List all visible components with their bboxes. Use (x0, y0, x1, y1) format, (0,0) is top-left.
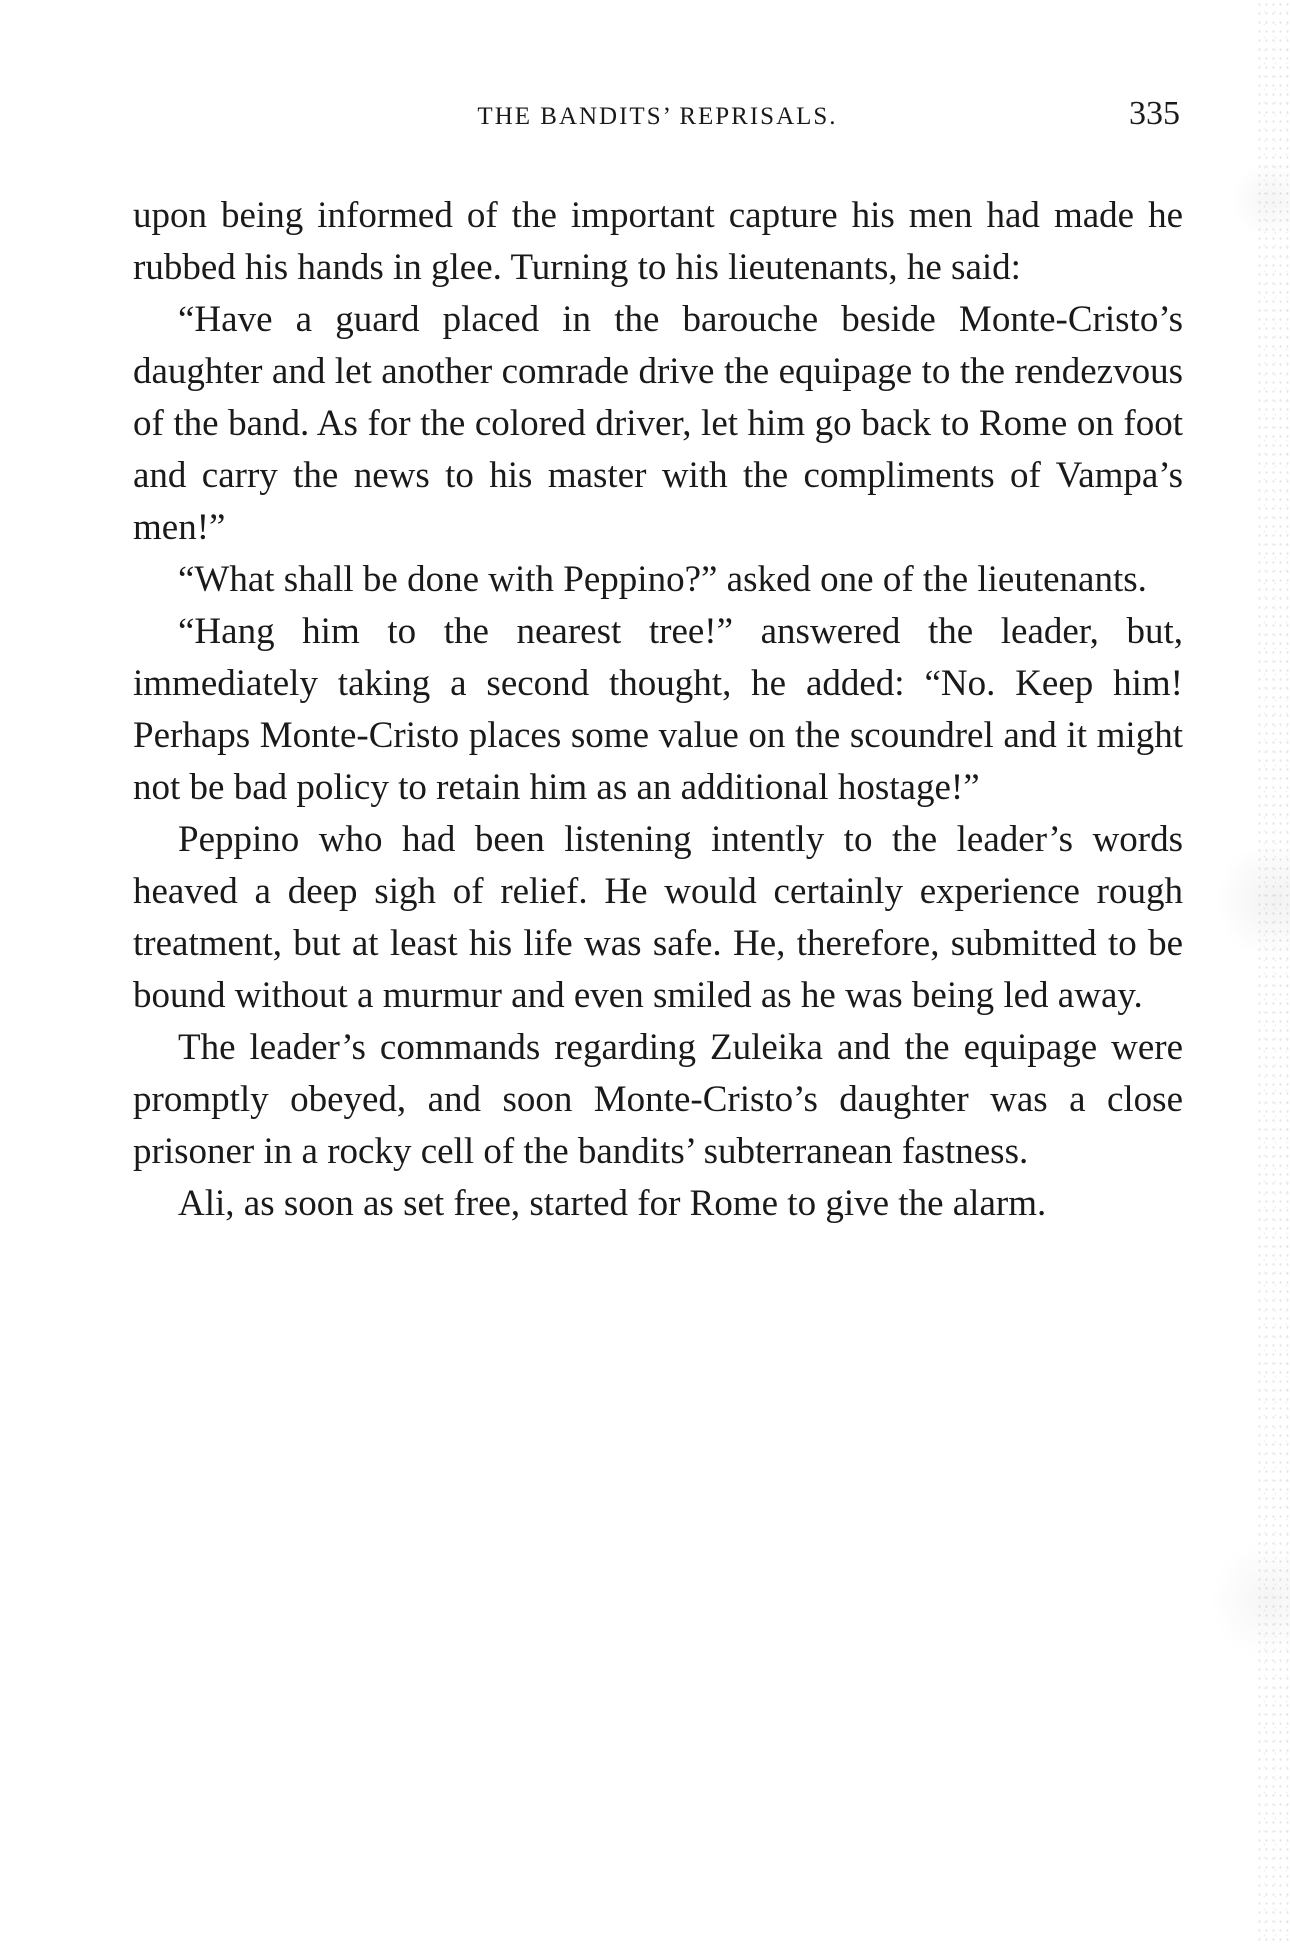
running-head (135, 95, 1180, 145)
page-number: 335 (1129, 95, 1180, 132)
paragraph-4: “Hang him to the nearest tree!” answered the leader, but, immediately taking a second thought, he added: “No. Keep him! Perhaps Monte-Cristo places some value on the scoundrel and it might not be bad policy to retain him as an additional hostage!” (133, 611, 1183, 808)
paragraph-6: The leader’s commands regarding Zuleika and the equipage were promptly obeyed, and soon Monte-Cristo’s daughter was a close prisoner in a rocky cell of the bandits’ subterranean fastness. (133, 1027, 1183, 1172)
paragraph-7: Ali, as soon as set free, started for Rome to give the alarm. (178, 1183, 1047, 1224)
page-edge-speckles (1256, 0, 1290, 1946)
body-text (133, 190, 1183, 1230)
running-title: THE BANDITS’ REPRISALS. (477, 103, 838, 130)
paragraph-2: “Have a guard placed in the barouche beside Monte-Cristo’s daughter and let another comrade drive the equipage to the rendezvous of the band. As for the colored driver, let him go back to Rome on foot and carry the news to his master with the compliments of Vampa’s men!” (133, 299, 1183, 548)
paragraph-3: “What shall be done with Peppino?” asked one of the lieutenants. (178, 559, 1147, 600)
paragraph-1: upon being informed of the important capture his men had made he rubbed his hands in glee. Turning to his lieutenants, he said: (133, 195, 1183, 288)
paragraph-5: Peppino who had been listening intently to the leader’s words heaved a deep sigh of relief. He would certainly experience rough treatment, but at least his life was safe. He, therefore, submitted to be bound without a murmur and even smiled as he was being led away. (133, 819, 1183, 1016)
